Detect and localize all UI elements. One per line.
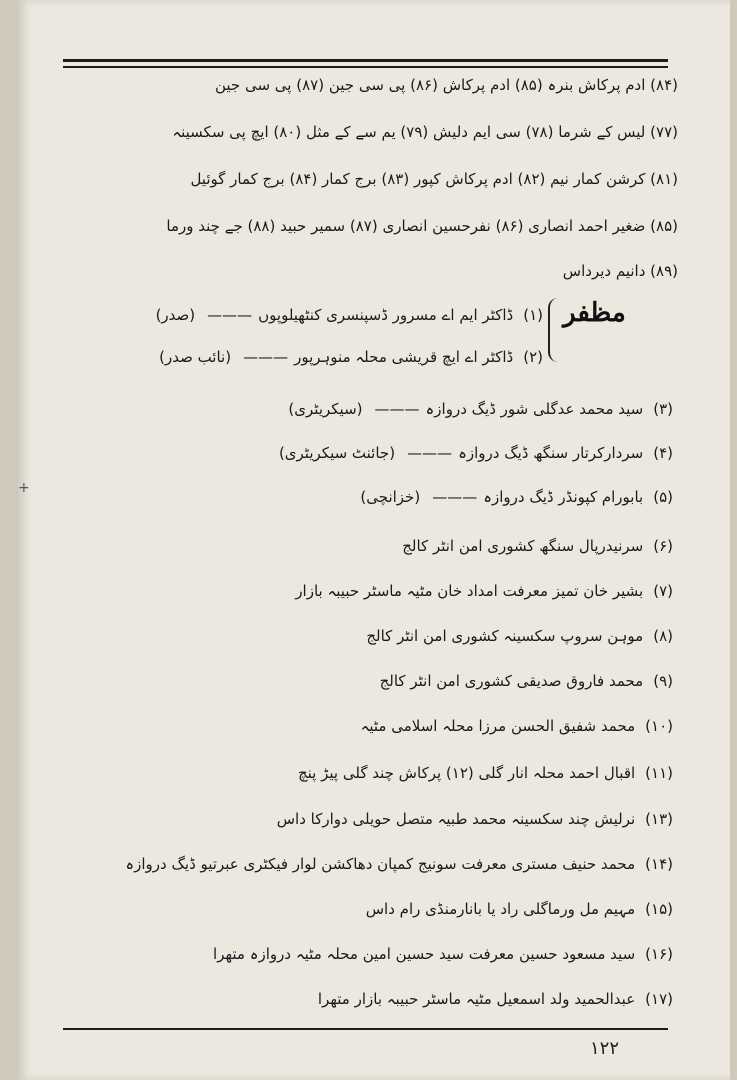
row-number: (۱۳) xyxy=(645,810,673,828)
row-number: (۲) xyxy=(523,348,543,366)
member-entry: مہیم مل ورماگلی راد یا بانارمنڈی رام داس xyxy=(365,900,636,918)
member-row xyxy=(198,625,673,647)
member-row xyxy=(138,762,673,784)
row-number: (۵) xyxy=(653,488,673,506)
member-row xyxy=(158,943,673,965)
office-bearer-row xyxy=(73,304,543,326)
row-number: (۹) xyxy=(653,672,673,690)
heading-brace xyxy=(548,298,568,362)
member-entry: محمد فاروق صدیقی کشوری امن انٹر کالج xyxy=(379,672,644,690)
member-name: سید محمد عدگلی شور ڈیگ دروازہ xyxy=(425,400,644,418)
list-line: (۷۷) لیس کے شرما (۷۸) سی ایم دلیش (۷۹) یم سے کے مثل (۸۰) ایچ پی سکسینہ xyxy=(172,123,678,141)
role-label: (خزانچی) xyxy=(360,488,421,506)
list-line: (۸۱) کرشن کمار نیم (۸۲) ادم پرکاش کپور (۸۳) برج کمار (۸۴) برج کمار گوئیل xyxy=(190,170,678,188)
office-bearer-row xyxy=(73,486,673,508)
row-number: (۱۰) xyxy=(645,717,673,735)
dash-leader: ——— xyxy=(374,400,420,418)
row-number: (۷) xyxy=(653,582,673,600)
member-entry: سرنیدرپال سنگھ کشوری امن انٹر کالج xyxy=(402,537,644,555)
row-number: (۳) xyxy=(653,400,673,418)
member-row xyxy=(218,988,673,1010)
row-number: (۱۴) xyxy=(645,855,673,873)
office-bearer-row xyxy=(73,398,673,420)
role-label: (صدر) xyxy=(155,306,196,324)
role-label: (نائب صدر) xyxy=(159,348,232,366)
member-row xyxy=(108,808,673,830)
member-row xyxy=(148,715,673,737)
member-name: ڈاکٹر ایم اے مسرور ڈسپنسری کنٹھیلوپوں xyxy=(258,306,514,324)
row-number: (۱) xyxy=(523,306,543,324)
row-number: (۱۶) xyxy=(645,945,673,963)
member-entry: اقبال احمد محلہ انار گلی (۱۲) پرکاش چند گلی پیڑ پنچ xyxy=(297,764,636,782)
member-name: سردارکرتار سنگھ ڈیگ دروازہ xyxy=(458,444,644,462)
member-row xyxy=(148,580,673,602)
list-line: (۸۵) ضغیر احمد انصاری (۸۶) نفرحسین انصاری (۸۷) سمیر حبید (۸۸) جے چند ورما xyxy=(166,217,678,235)
row-number: (۱۵) xyxy=(645,900,673,918)
top-rule-thin xyxy=(63,66,668,68)
office-bearer-row xyxy=(73,346,543,368)
member-entry: سید مسعود حسین معرفت سید حسین امین محلہ مٹیہ دروازہ متھرا xyxy=(213,945,636,963)
dash-leader: ——— xyxy=(407,444,453,462)
dash-leader: ——— xyxy=(243,348,289,366)
member-entry: محمد حنیف مستری معرفت سونیج کمپان دھاکشن لوار فیکٹری عبرتیو ڈیگ دروازہ xyxy=(125,855,636,873)
page-number: ۱۲۲ xyxy=(590,1038,620,1059)
row-number: (۶) xyxy=(653,537,673,555)
dash-leader: ——— xyxy=(207,306,253,324)
member-row xyxy=(198,535,673,557)
row-number: (۸) xyxy=(653,627,673,645)
member-entry: محمد شفیق الحسن مرزا محلہ اسلامی مٹیہ xyxy=(360,717,636,735)
member-entry: عبدالحمید ولد اسمعیل مٹیہ ماسٹر حبیبہ بازار متھرا xyxy=(317,990,636,1008)
bottom-rule xyxy=(63,1028,668,1030)
member-entry: موہن سروپ سکسینہ کشوری امن انٹر کالج xyxy=(366,627,644,645)
dash-leader: ——— xyxy=(432,488,478,506)
office-bearer-row xyxy=(73,442,673,464)
top-rule-thick xyxy=(63,59,668,62)
row-number: (۱۷) xyxy=(645,990,673,1008)
role-label: (سیکریٹری) xyxy=(288,400,363,418)
member-entry: بشیر خان تمیز معرفت امداد خان مٹیہ ماسٹر حبیبہ بازار xyxy=(295,582,644,600)
section-heading: مظفر xyxy=(563,298,626,328)
list-line: (۸۴) ادم پرکاش بنرہ (۸۵) ادم پرکاش (۸۶) پی سی جین (۸۷) پی سی جین xyxy=(214,76,678,94)
member-row xyxy=(198,670,673,692)
book-page xyxy=(18,0,730,1080)
margin-mark: + xyxy=(18,480,30,496)
member-row xyxy=(58,853,673,875)
row-number: (۴) xyxy=(653,444,673,462)
member-name: ڈاکٹر اے ایچ قریشی محلہ منوہرپور xyxy=(294,348,514,366)
member-entry: نرلیش چند سکسینہ محمد طبیہ متصل حویلی دوارکا داس xyxy=(276,810,636,828)
list-line: (۸۹) دانیم دیرداس xyxy=(562,262,678,280)
member-name: بابورام کپونڈر ڈیگ دروازہ xyxy=(483,488,644,506)
role-label: (جائنٹ سیکریٹری) xyxy=(278,444,396,462)
member-row xyxy=(248,898,673,920)
row-number: (۱۱) xyxy=(645,764,673,782)
